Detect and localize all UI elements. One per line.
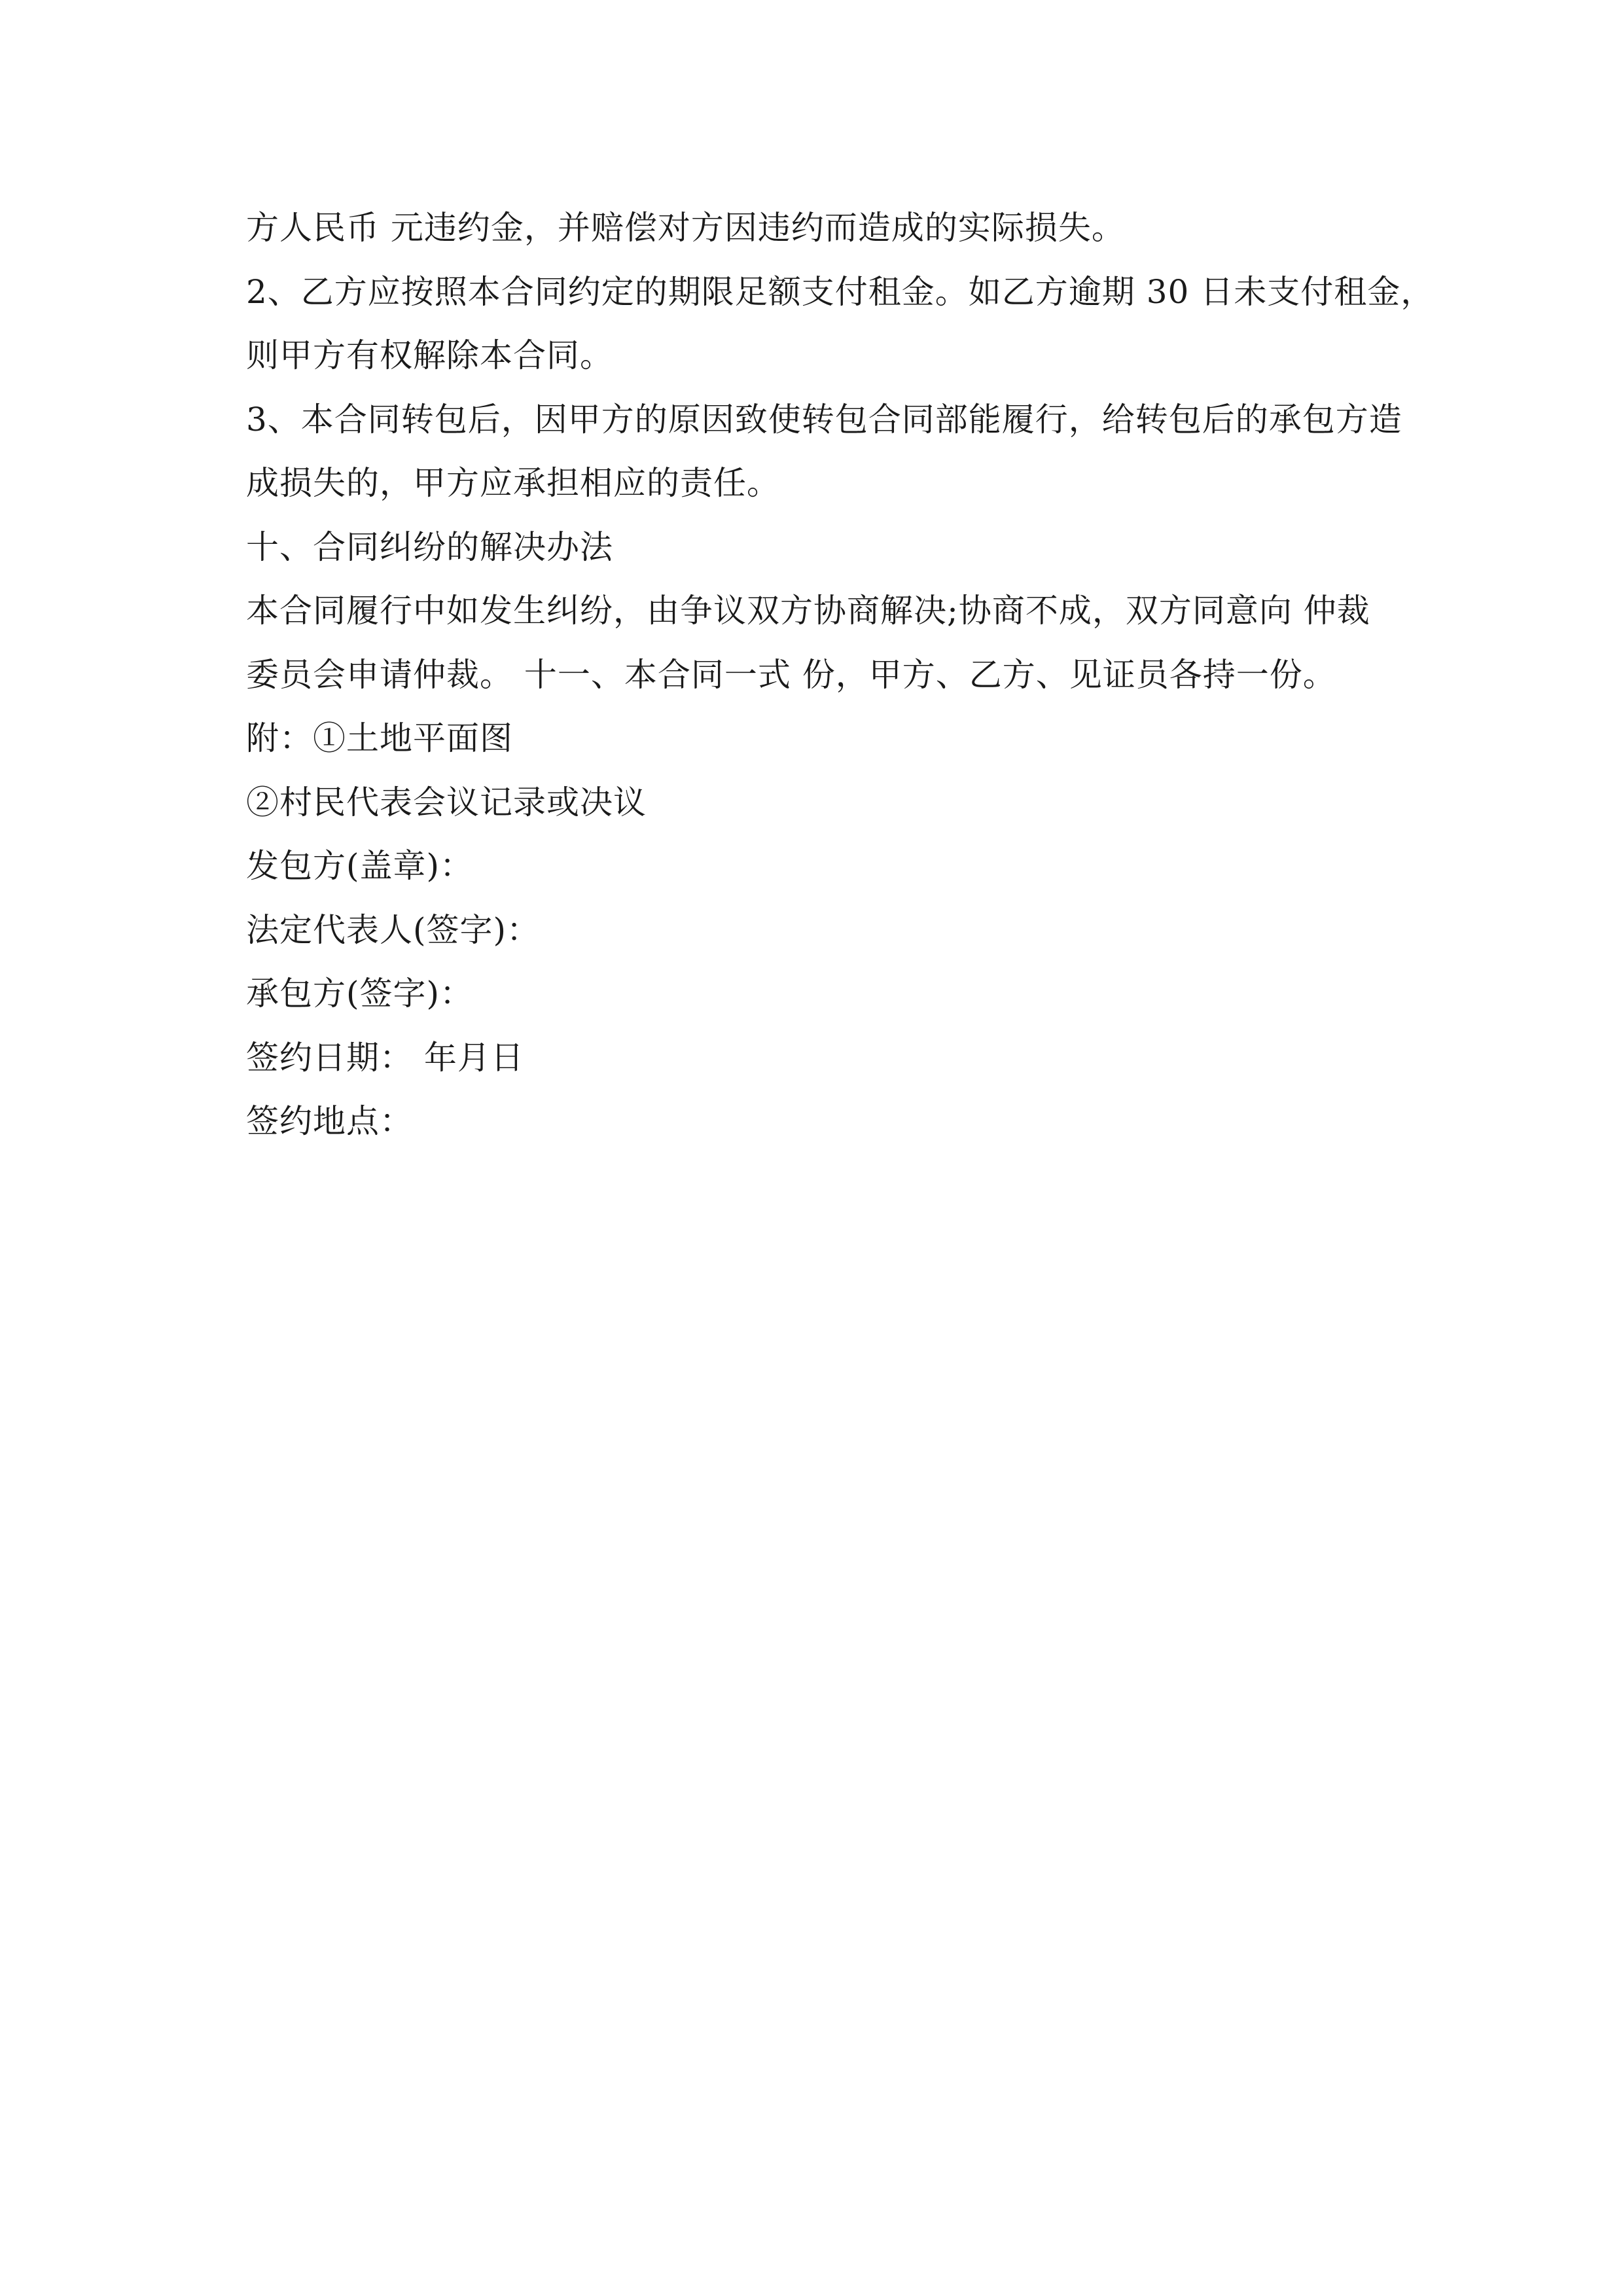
clause-2-line-2: 则甲方有权解除本合同。 — [246, 336, 613, 374]
attachment-2: ②村民代表会议记录或决议 — [246, 783, 647, 821]
attachment-1: 附：①土地平面图 — [246, 719, 513, 757]
breach-penalty-line: 方人民币 元违约金，并赔偿对方因违约而造成的实际损失。 — [246, 209, 1125, 247]
contract-body — [246, 196, 1435, 1154]
dispute-resolution-line-1: 本合同履行中如发生纠纷，由争议双方协商解决;协商不成，双方同意向 仲裁 — [246, 592, 1370, 630]
section-10-heading: 十、合同纠纷的解决办法 — [246, 528, 613, 566]
clause-3-line-2: 成损失的，甲方应承担相应的责任。 — [246, 464, 780, 502]
contractee-signature-field: 承包方(签字)： — [246, 975, 474, 1013]
clause-3-line-1: 3、本合同转包后，因甲方的原因致使转包合同部能履行，给转包后的承包方造 — [246, 400, 1402, 439]
signing-place-field: 签约地点： — [246, 1102, 413, 1140]
legal-representative-signature-field: 法定代表人(签字)： — [246, 910, 541, 949]
dispute-resolution-line-2: 委员会申请仲裁。 十一、本合同一式 份，甲方、乙方、见证员各持一份。 — [246, 655, 1336, 694]
contractor-seal-field: 发包方(盖章)： — [246, 847, 474, 885]
signing-date-field: 签约日期： 年月日 — [246, 1038, 524, 1077]
clause-2-line-1: 2、乙方应按照本合同约定的期限足额支付租金。如乙方逾期 30 日未支付租金， — [246, 272, 1435, 311]
